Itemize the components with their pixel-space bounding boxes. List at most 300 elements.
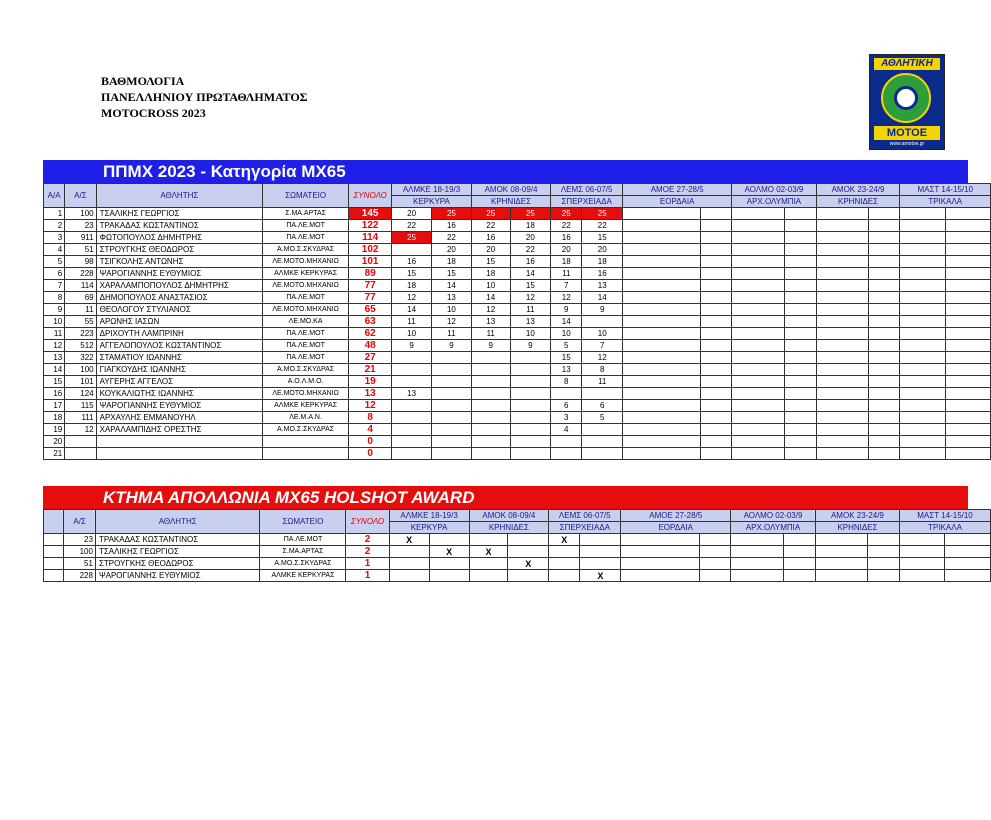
row-club: ΛΕ.ΜΟΤΟ.ΜΗΧΑΝΙΩ xyxy=(263,280,349,292)
race-points: 7 xyxy=(582,340,623,352)
row-club: Α.Ο.Λ.Μ.Ο. xyxy=(263,376,349,388)
race-points xyxy=(816,340,868,352)
row-athlete: ΨΑΡΟΓΙΑΝΝΗΣ ΕΥΘΥΜΙΟΣ xyxy=(95,570,260,582)
race-points xyxy=(623,376,701,388)
row-club: Σ.ΜΑ.ΑΡΤΑΣ xyxy=(263,208,349,220)
race-points xyxy=(471,400,510,412)
row-position: 7 xyxy=(44,280,65,292)
race-points xyxy=(582,388,623,400)
race-points: 25 xyxy=(582,208,623,220)
row-club: ΑΛΜΚΕ ΚΕΡΚΥΡΑΣ xyxy=(263,400,349,412)
race-points: 16 xyxy=(582,268,623,280)
holeshot-mark xyxy=(731,546,784,558)
holeshot-mark xyxy=(815,546,867,558)
race-points xyxy=(816,436,868,448)
row-total: 2 xyxy=(346,534,389,546)
row-club: ΠΑ.ΛΕ.ΜΟΤ xyxy=(263,352,349,364)
race-points: 15 xyxy=(392,268,432,280)
holeshot-mark xyxy=(815,570,867,582)
holeshot-mark xyxy=(580,546,621,558)
race-points xyxy=(623,316,701,328)
row-athlete: ΚΟΥΚΑΛΙΩΤΗΣ ΙΩΑΝΝΗΣ xyxy=(96,388,262,400)
race-points: 22 xyxy=(392,220,432,232)
race-points xyxy=(868,352,900,364)
race-points: 16 xyxy=(551,232,582,244)
holeshot-mark: X xyxy=(429,546,469,558)
race-points xyxy=(623,388,701,400)
race-points xyxy=(732,292,784,304)
event-name: ΑΛΜΚΕ 18-19/3 xyxy=(389,510,469,522)
race-points: 12 xyxy=(432,316,472,328)
race-points xyxy=(582,448,623,460)
race-points: 15 xyxy=(510,280,551,292)
race-points xyxy=(784,316,816,328)
race-points xyxy=(623,400,701,412)
holeshot-mark xyxy=(945,534,991,546)
table-row xyxy=(44,424,991,436)
table-row xyxy=(44,316,991,328)
table-row xyxy=(44,400,991,412)
row-race-number: 101 xyxy=(65,376,96,388)
race-points xyxy=(900,316,945,328)
row-total: 102 xyxy=(349,244,392,256)
race-points: 18 xyxy=(551,256,582,268)
race-points xyxy=(700,244,731,256)
race-points xyxy=(700,304,731,316)
race-points: 18 xyxy=(582,256,623,268)
row-total: 8 xyxy=(349,412,392,424)
race-points xyxy=(945,208,990,220)
race-points xyxy=(432,400,472,412)
row-position: 3 xyxy=(44,232,65,244)
row-race-number: 51 xyxy=(65,244,96,256)
header-athlete: ΑΘΛΗΤΗΣ xyxy=(95,510,260,534)
race-points xyxy=(471,388,510,400)
race-points xyxy=(816,388,868,400)
race-points xyxy=(945,268,990,280)
race-points xyxy=(432,448,472,460)
race-points xyxy=(732,328,784,340)
table-row xyxy=(44,352,991,364)
race-points xyxy=(623,244,701,256)
event-name: ΑΜΟΚ 23-24/9 xyxy=(816,184,900,196)
row-position: 21 xyxy=(44,448,65,460)
header-as: Α/Σ xyxy=(64,510,96,534)
race-points xyxy=(392,376,432,388)
row-total: 4 xyxy=(349,424,392,436)
logo-emblem-icon xyxy=(881,73,931,123)
row-total: 1 xyxy=(346,558,389,570)
race-points xyxy=(945,244,990,256)
race-points xyxy=(784,244,816,256)
holeshot-mark xyxy=(783,558,815,570)
race-points: 14 xyxy=(510,268,551,280)
race-points: 9 xyxy=(510,340,551,352)
race-points xyxy=(900,376,945,388)
race-points: 14 xyxy=(551,316,582,328)
table-row xyxy=(44,208,991,220)
race-points xyxy=(868,436,900,448)
race-points: 18 xyxy=(432,256,472,268)
race-points xyxy=(945,292,990,304)
race-points xyxy=(868,232,900,244)
holeshot-mark: X xyxy=(580,570,621,582)
race-points xyxy=(471,424,510,436)
race-points: 13 xyxy=(582,280,623,292)
row-race-number xyxy=(65,448,96,460)
event-venue: ΚΡΗΝΙΔΕΣ xyxy=(469,522,549,534)
row-race-number: 100 xyxy=(65,364,96,376)
race-points xyxy=(392,412,432,424)
row-race-number: 51 xyxy=(64,558,96,570)
race-points xyxy=(945,304,990,316)
race-points xyxy=(900,412,945,424)
race-points: 16 xyxy=(392,256,432,268)
table-row xyxy=(44,340,991,352)
holeshot-mark xyxy=(429,534,469,546)
event-venue: ΚΡΗΝΙΔΕΣ xyxy=(471,196,550,208)
race-points xyxy=(471,364,510,376)
table-row xyxy=(44,328,991,340)
row-total: 21 xyxy=(349,364,392,376)
race-points xyxy=(700,400,731,412)
row-club: ΠΑ.ΛΕ.ΜΟΤ xyxy=(263,340,349,352)
race-points xyxy=(784,292,816,304)
race-points xyxy=(700,412,731,424)
race-points: 12 xyxy=(510,292,551,304)
event-venue: ΚΕΡΚΥΡΑ xyxy=(389,522,469,534)
row-club: ΠΑ.ΛΕ.ΜΟΤ xyxy=(260,534,346,546)
holeshot-mark xyxy=(549,558,580,570)
race-points xyxy=(868,304,900,316)
race-points xyxy=(623,364,701,376)
row-athlete xyxy=(96,436,262,448)
race-points xyxy=(816,376,868,388)
race-points xyxy=(816,280,868,292)
race-points xyxy=(945,448,990,460)
race-points xyxy=(816,364,868,376)
race-points xyxy=(732,364,784,376)
row-club xyxy=(263,436,349,448)
race-points xyxy=(732,436,784,448)
holeshot-mark xyxy=(900,546,945,558)
race-points xyxy=(471,376,510,388)
race-points xyxy=(868,376,900,388)
event-venue: ΕΟΡΔΑΙΑ xyxy=(621,522,731,534)
holeshot-mark xyxy=(699,546,731,558)
holeshot-mark xyxy=(621,534,699,546)
race-points xyxy=(623,220,701,232)
race-points: 12 xyxy=(471,304,510,316)
race-points: 13 xyxy=(510,316,551,328)
header-club: ΣΩΜΑΤΕΙΟ xyxy=(260,510,346,534)
row-position: 8 xyxy=(44,292,65,304)
race-points: 25 xyxy=(510,208,551,220)
holeshot-mark xyxy=(783,570,815,582)
header-total: ΣΥΝΟΛΟ xyxy=(346,510,389,534)
race-points: 22 xyxy=(471,220,510,232)
race-points xyxy=(900,400,945,412)
row-athlete: ΣΤΡΟΥΓΚΗΣ ΘΕΟΔΩΡΟΣ xyxy=(95,558,260,570)
race-points xyxy=(732,352,784,364)
race-points xyxy=(732,268,784,280)
race-points: 10 xyxy=(392,328,432,340)
event-venue: ΣΠΕΡΧΕΙΑΔΑ xyxy=(551,196,623,208)
race-points: 14 xyxy=(471,292,510,304)
race-points xyxy=(732,424,784,436)
race-points xyxy=(510,448,551,460)
race-points: 12 xyxy=(551,292,582,304)
race-points: 14 xyxy=(392,304,432,316)
holeshot-mark xyxy=(868,558,900,570)
race-points xyxy=(945,424,990,436)
event-venue: ΣΠΕΡΧΕΙΑΔΑ xyxy=(549,522,621,534)
race-points xyxy=(392,424,432,436)
race-points xyxy=(582,436,623,448)
holeshot-mark xyxy=(815,558,867,570)
table-row xyxy=(44,534,991,546)
race-points xyxy=(784,220,816,232)
race-points xyxy=(816,232,868,244)
row-race-number: 228 xyxy=(65,268,96,280)
holeshot-mark xyxy=(389,558,429,570)
race-points xyxy=(432,412,472,424)
race-points xyxy=(510,364,551,376)
race-points: 22 xyxy=(432,232,472,244)
race-points xyxy=(784,388,816,400)
race-points: 14 xyxy=(582,292,623,304)
race-points: 11 xyxy=(510,304,551,316)
race-points xyxy=(945,280,990,292)
race-points xyxy=(432,376,472,388)
race-points xyxy=(700,328,731,340)
row-athlete: ΧΑΡΑΛΑΜΠΟΠΟΥΛΟΣ ΔΗΜΗΤΡΗΣ xyxy=(96,280,262,292)
holeshot-mark xyxy=(508,534,549,546)
race-points xyxy=(945,436,990,448)
header-as: Α/Σ xyxy=(65,184,96,208)
race-points xyxy=(700,352,731,364)
race-points xyxy=(510,400,551,412)
row-total: 77 xyxy=(349,292,392,304)
race-points xyxy=(471,352,510,364)
table-row xyxy=(44,412,991,424)
row-club: ΛΕ.Μ.Α.Ν. xyxy=(263,412,349,424)
row-athlete: ΑΡΧΑΥΛΗΣ ΕΜΜΑΝΟΥΗΛ xyxy=(96,412,262,424)
event-venue: ΑΡΧ.ΟΛΥΜΠΙΑ xyxy=(732,196,816,208)
holeshot-mark xyxy=(900,534,945,546)
row-total: 0 xyxy=(349,448,392,460)
race-points: 20 xyxy=(551,244,582,256)
holeshot-mark xyxy=(868,546,900,558)
race-points: 22 xyxy=(510,244,551,256)
race-points xyxy=(868,292,900,304)
race-points xyxy=(900,424,945,436)
race-points xyxy=(900,304,945,316)
race-points xyxy=(392,400,432,412)
row-position: 12 xyxy=(44,340,65,352)
header-line-2: ΠΑΝΕΛΛΗΝΙΟΥ ΠΡΩΤΑΘΛΗΜΑΤΟΣ xyxy=(101,90,308,104)
row-race-number: 228 xyxy=(64,570,96,582)
event-name: ΜΑΣΤ 14-15/10 xyxy=(900,184,991,196)
event-name: ΑΜΟΚ 23-24/9 xyxy=(815,510,899,522)
race-points xyxy=(945,232,990,244)
row-position: 9 xyxy=(44,304,65,316)
row-race-number: 111 xyxy=(65,412,96,424)
row-club: ΛΕ.ΜΟ.ΚΑ xyxy=(263,316,349,328)
row-race-number: 322 xyxy=(65,352,96,364)
race-points xyxy=(868,208,900,220)
race-points xyxy=(732,304,784,316)
race-points: 9 xyxy=(392,340,432,352)
event-name: ΑΜΟΕ 27-28/5 xyxy=(623,184,732,196)
race-points: 11 xyxy=(582,376,623,388)
race-points xyxy=(868,268,900,280)
race-points xyxy=(784,412,816,424)
holeshot-mark xyxy=(389,570,429,582)
race-points xyxy=(732,340,784,352)
table-row xyxy=(44,546,991,558)
race-points xyxy=(900,292,945,304)
race-points xyxy=(945,376,990,388)
race-points: 20 xyxy=(510,232,551,244)
row-club: Α.ΜΟ.Σ.ΣΚΥΔΡΑΣ xyxy=(263,244,349,256)
race-points xyxy=(945,400,990,412)
row-position: 13 xyxy=(44,352,65,364)
race-points xyxy=(700,448,731,460)
race-points xyxy=(432,424,472,436)
row-total: 0 xyxy=(349,436,392,448)
row-position: 20 xyxy=(44,436,65,448)
row-club: ΑΛΜΚΕ ΚΕΡΚΥΡΑΣ xyxy=(260,570,346,582)
race-points xyxy=(732,208,784,220)
race-points xyxy=(868,448,900,460)
race-points xyxy=(900,256,945,268)
race-points xyxy=(816,268,868,280)
row-athlete: ΘΕΟΛΟΓΟΥ ΣΤΥΛΙΑΝΟΣ xyxy=(96,304,262,316)
race-points xyxy=(732,316,784,328)
row-club: Α.ΜΟ.Σ.ΣΚΥΔΡΑΣ xyxy=(260,558,346,570)
table-row xyxy=(44,232,991,244)
row-athlete: ΤΣΑΛΙΚΗΣ ΓΕΩΡΓΙΟΣ xyxy=(95,546,260,558)
race-points xyxy=(816,208,868,220)
race-points xyxy=(510,436,551,448)
race-points xyxy=(784,268,816,280)
row-position: 14 xyxy=(44,364,65,376)
row-race-number: 124 xyxy=(65,388,96,400)
row-athlete: ΧΑΡΑΛΑΜΠΙΔΗΣ ΟΡΕΣΤΗΣ xyxy=(96,424,262,436)
race-points: 16 xyxy=(510,256,551,268)
race-points xyxy=(816,304,868,316)
holeshot-mark xyxy=(945,570,991,582)
race-points xyxy=(784,280,816,292)
row-club: ΛΕ.ΜΟΤΟ.ΜΗΧΑΝΙΩ xyxy=(263,256,349,268)
race-points xyxy=(732,376,784,388)
row-race-number: 69 xyxy=(65,292,96,304)
race-points xyxy=(623,304,701,316)
holeshot-mark xyxy=(429,558,469,570)
row-position: 5 xyxy=(44,256,65,268)
race-points xyxy=(700,436,731,448)
holeshot-mark xyxy=(469,558,508,570)
race-points xyxy=(868,400,900,412)
race-points: 22 xyxy=(582,220,623,232)
row-position xyxy=(44,570,64,582)
race-points xyxy=(945,220,990,232)
race-points xyxy=(623,328,701,340)
row-athlete: ΤΣΑΛΙΚΗΣ ΓΕΩΡΓΙΟΣ xyxy=(96,208,262,220)
event-name: ΜΑΣΤ 14-15/10 xyxy=(900,510,991,522)
holeshot-mark xyxy=(621,558,699,570)
row-club: ΛΕ.ΜΟΤΟ.ΜΗΧΑΝΙΩ xyxy=(263,304,349,316)
race-points: 15 xyxy=(471,256,510,268)
race-points: 15 xyxy=(582,232,623,244)
row-athlete: ΤΣΙΓΚΟΛΗΣ ΑΝΤΩΝΗΣ xyxy=(96,256,262,268)
race-points xyxy=(623,340,701,352)
holeshot-mark: X xyxy=(389,534,429,546)
row-position: 15 xyxy=(44,376,65,388)
event-name: ΑΟΛΜΟ 02-03/9 xyxy=(732,184,816,196)
table-row xyxy=(44,364,991,376)
holeshot-mark xyxy=(580,534,621,546)
race-points: 18 xyxy=(471,268,510,280)
row-total: 89 xyxy=(349,268,392,280)
row-race-number: 23 xyxy=(65,220,96,232)
row-race-number: 100 xyxy=(65,208,96,220)
logo-top-text: ΑΘΛΗΤΙΚΗ xyxy=(874,58,940,70)
race-points xyxy=(510,352,551,364)
race-points xyxy=(868,388,900,400)
race-points xyxy=(784,400,816,412)
race-points xyxy=(700,208,731,220)
race-points: 8 xyxy=(582,364,623,376)
row-club: ΠΑ.ΛΕ.ΜΟΤ xyxy=(263,328,349,340)
row-total: 122 xyxy=(349,220,392,232)
row-athlete xyxy=(96,448,262,460)
race-points: 3 xyxy=(551,412,582,424)
race-points xyxy=(623,448,701,460)
row-total: 65 xyxy=(349,304,392,316)
row-total: 114 xyxy=(349,232,392,244)
row-athlete: ΑΡΩΝΗΣ ΙΑΣΩΝ xyxy=(96,316,262,328)
race-points: 9 xyxy=(471,340,510,352)
event-name: ΑΜΟΚ 08-09/4 xyxy=(469,510,549,522)
race-points xyxy=(732,280,784,292)
event-name: ΑΛΜΚΕ 18-19/3 xyxy=(392,184,472,196)
race-points xyxy=(816,316,868,328)
race-points xyxy=(868,364,900,376)
holeshot-table xyxy=(43,509,991,582)
race-points xyxy=(900,328,945,340)
race-points xyxy=(732,244,784,256)
row-race-number: 114 xyxy=(65,280,96,292)
holeshot-table-title: ΚΤΗΜΑ ΑΠΟΛΛΩΝΙΑ MX65 HOLSHOT AWARD xyxy=(43,486,968,509)
event-name: ΛΕΜΣ 06-07/5 xyxy=(551,184,623,196)
race-points xyxy=(816,256,868,268)
holeshot-mark xyxy=(868,570,900,582)
race-points xyxy=(868,424,900,436)
holeshot-mark xyxy=(508,546,549,558)
race-points xyxy=(510,424,551,436)
race-points xyxy=(900,340,945,352)
row-race-number: 911 xyxy=(65,232,96,244)
race-points xyxy=(700,220,731,232)
race-points xyxy=(700,316,731,328)
row-total: 48 xyxy=(349,340,392,352)
holeshot-mark xyxy=(731,570,784,582)
race-points: 25 xyxy=(471,208,510,220)
logo-site: www.amotoe.gr xyxy=(889,141,925,147)
row-athlete: ΔΗΜΟΠΟΥΛΟΣ ΑΝΑΣΤΑΣΙΟΣ xyxy=(96,292,262,304)
